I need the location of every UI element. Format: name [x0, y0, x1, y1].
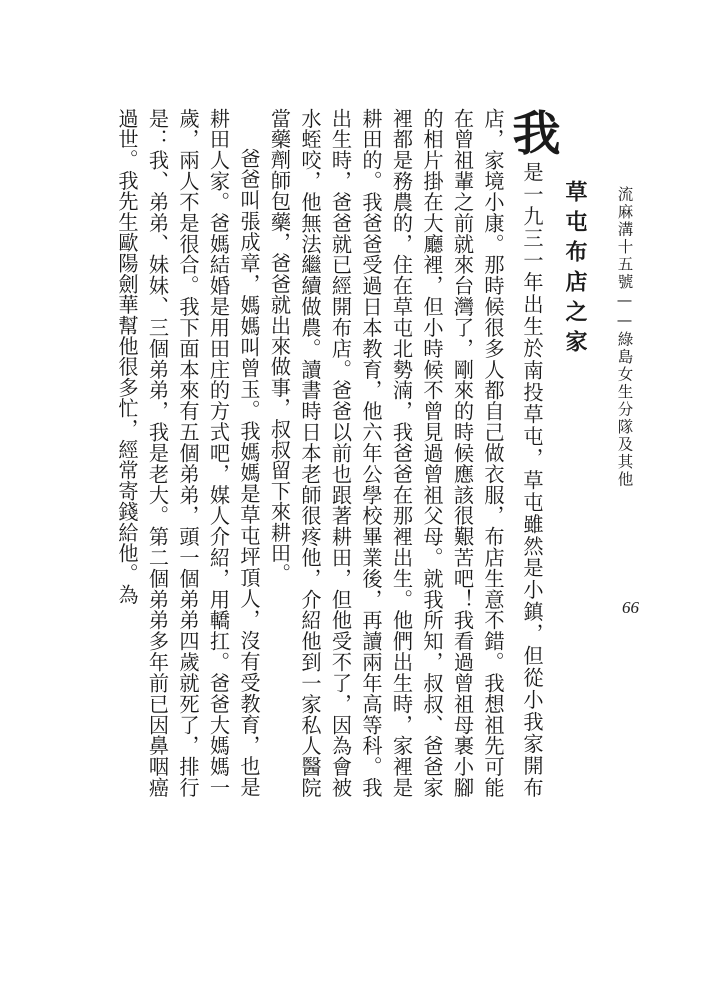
- body-text: [112, 108, 560, 798]
- paragraph-1-text: 是一九三一年出生於南投草屯，草屯雖然是小鎮，但從小我家開布店，家境小康。那時候很多人都自己做衣服，布店生意不錯。我想祖先可能在曾祖輩之前就來台灣了，剛來的時候應該很艱苦吧！我看過曾祖母裹小腳的相片掛在大廳裡，但小時候不曾見過曾祖父母。就我所知，叔叔、爸爸家裡都是務農的，住在草屯北勢湳，我爸爸在那裡出生。他們出生時，家裡是耕田的。我爸爸受過日本教育，他六年公學校畢業後，再讀兩年高等科。我出生時，爸爸就已經開布店。爸爸以前也跟著耕田，但他受不了，因為會被水蛭咬，他無法繼續做農。讀書時日本老師很疼他，介紹他到一家私人醫院當藥劑師包藥，爸爸就出來做事，叔叔留下來耕田。: [267, 108, 544, 798]
- drop-cap: 我: [504, 108, 560, 157]
- running-header: 流麻溝十五號——綠島女生分隊及其他: [615, 186, 634, 489]
- paragraph-1: [264, 108, 560, 798]
- chapter-title: 草屯布店之家: [562, 180, 588, 360]
- paragraph-2: 爸爸叫張成章，媽媽叫曾玉。我媽媽是草屯坪頂人，沒有受教育，也是耕田人家。爸媽結婚是用田庄的方式吧，媒人介紹，用轎扛。爸爸大媽媽一歲，兩人不是很合。我下面本來有五個弟弟，頭一個弟弟四歲就死了，排行是：我、弟弟、妹妹、三個弟弟，我是老大。第二個弟弟多年前已因鼻咽癌過世。我先生歐陽劍華幫他很多忙，經常寄錢給他。為: [115, 108, 261, 798]
- page-number: 66: [622, 598, 639, 617]
